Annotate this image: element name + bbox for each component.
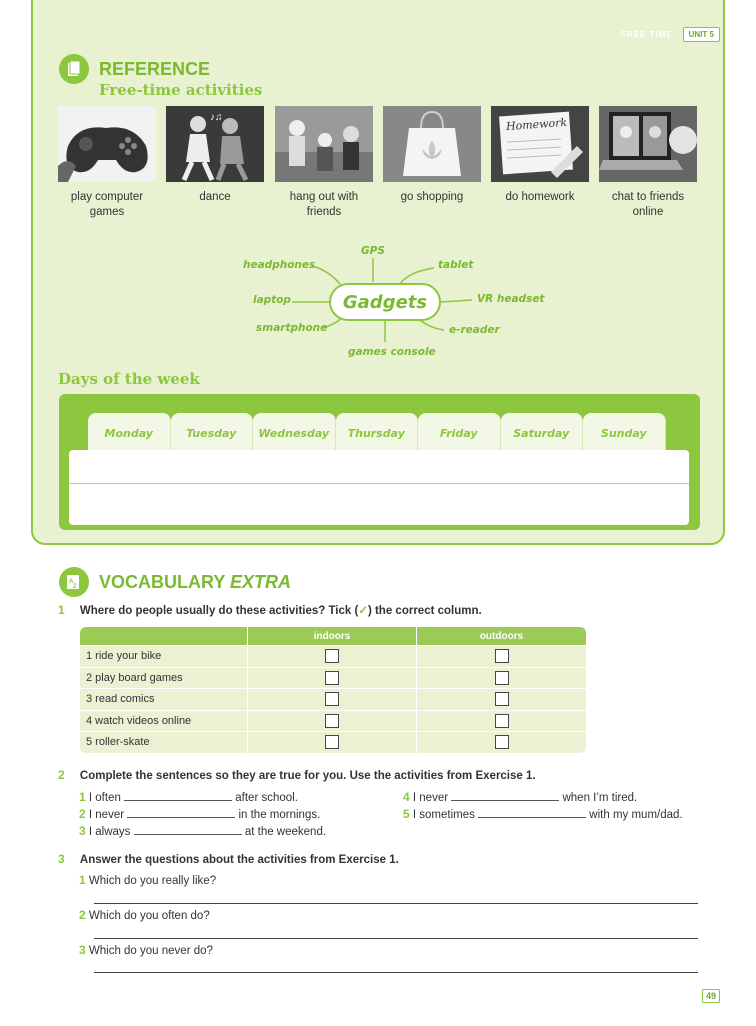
days-title: Days of the week — [58, 370, 200, 388]
reference-title: REFERENCE — [99, 59, 211, 79]
gadget-headphones: headphones — [243, 259, 316, 271]
exercise-2-prompt: 2 Complete the sentences so they are true for you. Use the activities from Exercise 1. — [58, 768, 536, 782]
svg-text:Z: Z — [73, 584, 77, 590]
day-tab: Tuesday — [171, 413, 254, 453]
exercise-3-prompt: 3 Answer the questions about the activities from Exercise 1. — [58, 852, 399, 866]
day-tab: Thursday — [336, 413, 419, 453]
gadget-smartphone: smartphone — [256, 322, 328, 334]
indoors-checkbox[interactable] — [325, 649, 339, 663]
unit-header — [621, 27, 720, 42]
indoors-checkbox[interactable] — [325, 735, 339, 749]
gadget-vr-headset: VR headset — [477, 293, 545, 305]
exercise-1-prompt: 1 Where do people usually do these activities? Tick (✓) the correct column. — [58, 603, 482, 617]
gadget-tablet: tablet — [438, 259, 474, 271]
activity-label: hang out with friends — [289, 191, 359, 218]
table-row: 2 play board games — [80, 667, 586, 689]
outdoors-checkbox[interactable] — [495, 671, 509, 685]
gadgets-mind-map — [240, 244, 560, 364]
exercise-2-item-5: 5 I sometimes with my mum/dad. — [403, 807, 683, 821]
activity-do-homework — [491, 106, 589, 205]
vocab-title — [99, 572, 291, 593]
exercise-2-item-4: 4 I never when I’m tired. — [403, 790, 638, 804]
outdoors-checkbox[interactable] — [495, 692, 509, 706]
vocab-title-extra: EXTRA — [230, 572, 292, 592]
activity-chat-to-friends-online — [599, 106, 697, 220]
answer-blank[interactable] — [478, 808, 586, 818]
svg-text:♪♫: ♪♫ — [210, 112, 223, 123]
days-body — [69, 450, 689, 525]
gadgets-center: Gadgets — [329, 283, 441, 321]
answer-line[interactable] — [94, 972, 698, 973]
answer-blank[interactable] — [134, 825, 242, 835]
table-row: 1 ride your bike — [80, 645, 586, 667]
activity-hang-out-with-friends — [275, 106, 373, 220]
exercise-3-question-3: 3 Which do you never do? — [79, 943, 213, 957]
answer-line[interactable] — [94, 938, 698, 939]
svg-text:A: A — [69, 579, 74, 585]
homework-image-text: Homework — [505, 115, 568, 134]
game-controller-icon — [58, 106, 156, 182]
reference-subtitle: Free-time activities — [99, 81, 263, 99]
exercise-2-item-2: 2 I never in the mornings. — [79, 807, 321, 821]
activity-dance — [166, 106, 264, 205]
day-tab: Monday — [88, 413, 171, 453]
outdoors-checkbox[interactable] — [495, 649, 509, 663]
table-row: 5 roller-skate — [80, 731, 586, 753]
exercise-3-question-1: 1 Which do you really like? — [79, 873, 217, 887]
dictionary-az-icon — [59, 567, 89, 597]
activity-label: go shopping — [400, 191, 464, 203]
activity-label: dance — [199, 191, 231, 203]
activity-go-shopping — [383, 106, 481, 205]
homework-notebook-icon — [491, 106, 589, 182]
day-tab: Wednesday — [253, 413, 336, 453]
outdoors-checkbox[interactable] — [495, 735, 509, 749]
gadget-e-reader: e-reader — [449, 324, 500, 336]
answer-blank[interactable] — [127, 808, 235, 818]
day-tabs — [88, 413, 666, 453]
gadget-games-console: games console — [348, 346, 436, 358]
table-row: 3 read comics — [80, 688, 586, 710]
friends-group-icon — [275, 106, 373, 182]
vocab-title-main: VOCABULARY — [99, 572, 226, 592]
indoors-checkbox[interactable] — [325, 714, 339, 728]
activity-label: chat to friends online — [611, 191, 685, 218]
shopping-bag-icon — [383, 106, 481, 182]
tick-icon: ✓ — [358, 605, 368, 617]
exercise-3-question-2: 2 Which do you often do? — [79, 908, 210, 922]
indoors-checkbox[interactable] — [325, 671, 339, 685]
activity-play-computer-games — [58, 106, 156, 220]
table-header — [80, 627, 586, 645]
answer-blank[interactable] — [451, 791, 559, 801]
answer-line[interactable] — [94, 903, 698, 904]
indoors-checkbox[interactable] — [325, 692, 339, 706]
video-chat-laptop-icon — [599, 106, 697, 182]
activities-table — [80, 627, 586, 753]
activity-label: do homework — [505, 191, 575, 203]
document-icon — [59, 54, 89, 84]
activity-label: play computer games — [70, 191, 144, 218]
exercise-2-item-3: 3 I always at the weekend. — [79, 824, 327, 838]
answer-blank[interactable] — [124, 791, 232, 801]
gadget-gps: GPS — [361, 245, 385, 257]
gadget-laptop: laptop — [253, 294, 291, 306]
day-tab: Sunday — [583, 413, 666, 453]
day-tab: Friday — [418, 413, 501, 453]
days-panel — [59, 394, 700, 530]
exercise-2-item-1: 1 I often after school. — [79, 790, 298, 804]
day-tab: Saturday — [501, 413, 584, 453]
dancing-people-icon — [166, 106, 264, 182]
unit-badge: UNIT 5 — [683, 27, 720, 42]
column-indoors: indoors — [248, 627, 417, 645]
table-row: 4 watch videos online — [80, 710, 586, 732]
page-number: 49 — [702, 989, 720, 1003]
column-outdoors: outdoors — [479, 630, 524, 642]
outdoors-checkbox[interactable] — [495, 714, 509, 728]
section-label: FREE TIME — [620, 30, 673, 39]
